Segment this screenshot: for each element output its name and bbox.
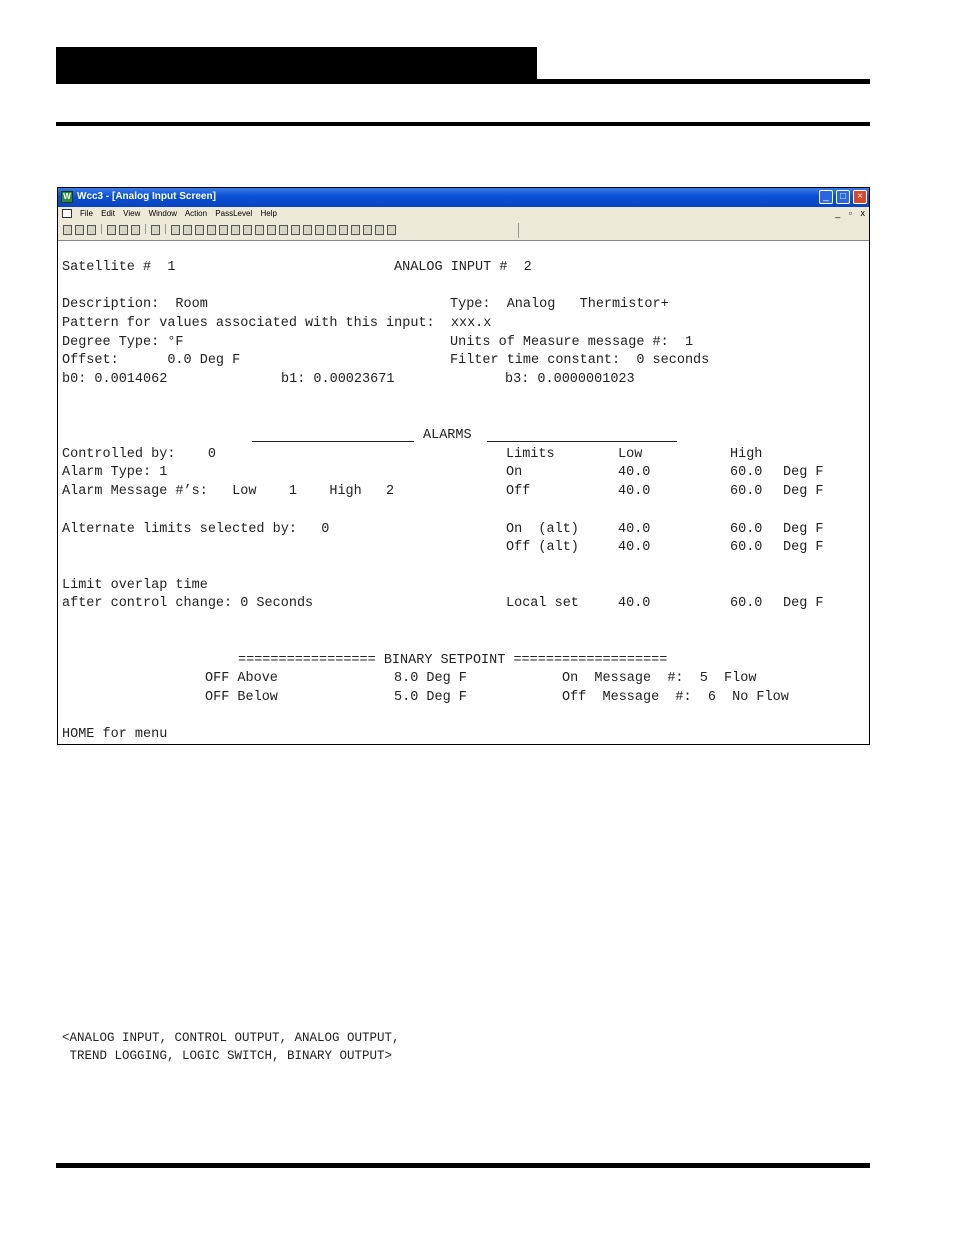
limit-low: 40.0 [618,522,651,537]
binary-below-value: 5.0 Deg F [394,690,467,705]
paste-icon[interactable] [131,225,140,235]
printer-icon[interactable] [183,225,192,235]
menu-edit[interactable]: Edit [101,209,115,218]
menu-passlevel[interactable]: PassLevel [215,209,253,218]
alarm-icon[interactable] [255,225,264,235]
copy-icon[interactable] [119,225,128,235]
cut-icon[interactable] [107,225,116,235]
limit-unit: Deg F [783,540,824,555]
value-pattern: Pattern for values associated with this input: xxx.x [62,316,492,331]
analog-input-number: ANALOG INPUT # 2 [394,260,532,275]
menu-window[interactable]: Window [148,209,178,218]
footer-rule [56,1163,870,1168]
terminal-screen [58,242,869,744]
arrow-icon[interactable] [387,225,396,235]
binary-above-value: 8.0 Deg F [394,671,467,686]
toolbar [58,221,869,241]
folder-icon[interactable] [219,225,228,235]
overlap-time-label: Limit overlap time [62,578,208,593]
limit-label: Local set [506,596,579,611]
footer-line-2: TREND LOGGING, LOGIC SWITCH, BINARY OUTPUT> [62,1049,393,1063]
help-icon[interactable] [171,225,180,235]
filter-time: Filter time constant: 0 seconds [450,353,710,368]
limit-high: 60.0 [730,522,763,537]
overlap-time-value: after control change: 0 Seconds [62,596,314,611]
limit-high: 60.0 [730,465,763,480]
toolbar-separator [101,224,102,234]
toolbar-separator [145,224,146,234]
menu-help[interactable]: Help [260,209,277,218]
toolbar-frame [518,223,877,238]
limit-low: 40.0 [618,465,651,480]
menu-action[interactable]: Action [184,209,208,218]
maximize-button[interactable]: □ [836,190,850,204]
gear-icon[interactable] [303,225,312,235]
refresh-icon[interactable] [315,225,324,235]
page-header-bar [56,47,537,79]
mdi-close-button[interactable]: x [860,208,865,218]
coefficient-b1: b1: 0.00023671 [281,372,395,387]
app-window [57,187,870,745]
degree-type: Degree Type: °F [62,335,184,350]
satellite-number: Satellite # 1 [62,260,176,275]
mdi-controls [829,208,865,218]
menu-bar [58,207,869,221]
menu-file[interactable]: File [80,209,93,218]
target-icon[interactable] [363,225,372,235]
units-message: Units of Measure message #: 1 [450,335,694,350]
offset: Offset: 0.0 Deg F [62,353,241,368]
limit-unit: Deg F [783,596,824,611]
document-icon[interactable] [62,209,72,218]
open-icon[interactable] [75,225,84,235]
input-type: Type: Analog Thermistor+ [450,297,669,312]
title-bar[interactable] [58,188,869,207]
limit-low: 40.0 [618,540,651,555]
alarms-rule-left [252,441,414,442]
close-button[interactable]: × [853,190,867,204]
coefficient-b3: b3: 0.0000001023 [505,372,635,387]
limit-label: Off [506,484,531,499]
limit-unit: Deg F [783,465,824,480]
description: Description: Room [62,297,208,312]
print-icon[interactable] [151,225,160,235]
picture-icon[interactable] [351,225,360,235]
binary-off-message: Off Message #: 6 No Flow [562,690,789,705]
footer-line-1: <ANALOG INPUT, CONTROL OUTPUT, ANALOG OUTPUT, [62,1031,400,1045]
limit-label: On [506,465,523,480]
limit-unit: Deg F [783,522,824,537]
limits-header: Limits [506,447,555,462]
controlled-by: Controlled by: 0 [62,447,216,462]
star-icon[interactable] [279,225,288,235]
limit-high: 60.0 [730,484,763,499]
alarms-rule-right [487,441,677,442]
printer-alt-icon[interactable] [195,225,204,235]
minimize-button[interactable]: _ [819,190,833,204]
high-header: High [730,447,763,462]
section-rule [56,122,870,126]
window-icon[interactable] [339,225,348,235]
limit-label: Off (alt) [506,540,579,555]
limit-unit: Deg F [783,484,824,499]
tool-icon[interactable] [291,225,300,235]
limit-high: 60.0 [730,540,763,555]
limit-low: 40.0 [618,596,651,611]
limit-low: 40.0 [618,484,651,499]
alternate-limits: Alternate limits selected by: 0 [62,522,330,537]
edit-icon[interactable] [231,225,240,235]
alarm-messages: Alarm Message #’s: Low 1 High 2 [62,484,395,499]
network-icon[interactable] [375,225,384,235]
binary-on-message: On Message #: 5 Flow [562,671,757,686]
sum-icon[interactable] [267,225,276,235]
mdi-restore-button[interactable]: ▫ [848,208,852,218]
alarm-type: Alarm Type: 1 [62,465,168,480]
new-icon[interactable] [63,225,72,235]
mdi-minimize-button[interactable]: _ [835,208,841,218]
home-menu-hint: HOME for menu [62,727,168,742]
header-rule [56,79,870,84]
app-icon[interactable]: W [61,191,73,203]
window-title: Wcc3 - [Analog Input Screen] [77,191,216,202]
bell-icon[interactable] [243,225,252,235]
low-header: Low [618,447,643,462]
menu-view[interactable]: View [123,209,141,218]
toolbar-buttons [63,224,523,238]
alarms-title: ALARMS [423,428,472,443]
toolbar-separator [165,224,166,234]
save-icon[interactable] [87,225,96,235]
coefficient-b0: b0: 0.0014062 [62,372,168,387]
limit-high: 60.0 [730,596,763,611]
binary-off-above: OFF Above [205,671,278,686]
menu-items [80,209,283,218]
connect-icon[interactable] [207,225,216,235]
limit-label: On (alt) [506,522,579,537]
binary-off-below: OFF Below [205,690,278,705]
binary-setpoint-title: ================= BINARY SETPOINT =================== [238,653,668,668]
pages-icon[interactable] [327,225,336,235]
